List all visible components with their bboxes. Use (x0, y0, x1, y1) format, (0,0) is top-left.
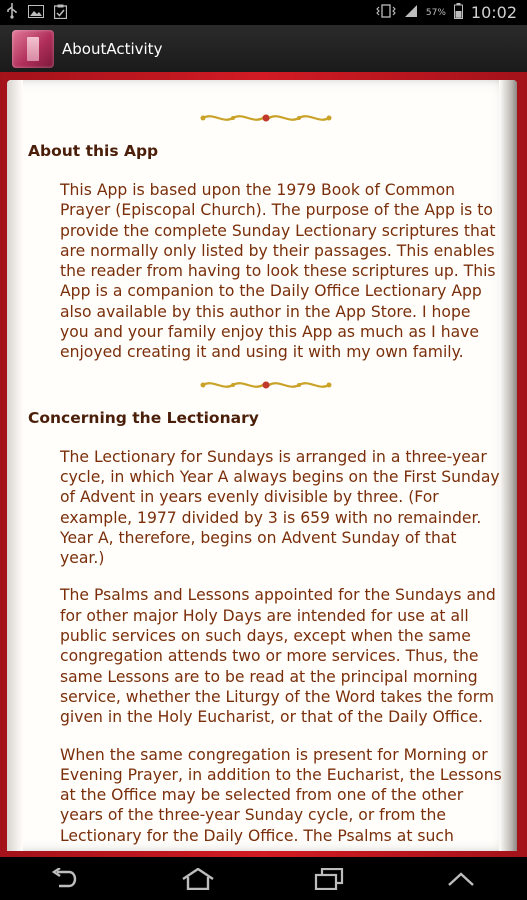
usb-icon (6, 3, 18, 22)
back-button[interactable] (36, 857, 96, 900)
battery-percent: 57% (425, 7, 446, 18)
paragraph-lectionary-3: When the same congregation is present for Morning or Evening Prayer, in addition to the Eucharist, the Lessons at the Office may be selected from one of the other years of the three-year Sunday cycle, or from the Lectionary for the Daily Office. The Psalms at such (60, 745, 502, 845)
action-bar (0, 25, 527, 72)
clock: 10:02 (470, 3, 517, 22)
activity-title: AboutActivity (62, 39, 163, 58)
paragraph-about: This App is based upon the 1979 Book of Common Prayer (Episcopal Church). The purpose of the App is to provide the complete Sunday Lectionary scriptures that are normally only listed by their passages. This enables the reader from having to look these scriptures up. This App is a companion to the Daily Office Lectionary App also available by this author in the App Store. I hope you and your family enjoy this App as much as I have enjoyed creating it and using it with my own family. (60, 181, 496, 362)
section-heading-lectionary: Concerning the Lectionary (28, 408, 259, 427)
image-icon (28, 5, 44, 21)
section-heading-about: About this App (28, 142, 159, 160)
bible-icon[interactable] (12, 30, 54, 68)
recents-icon (314, 868, 344, 890)
status-bar (0, 0, 527, 25)
paragraph-lectionary-2: The Psalms and Lessons appointed for the Sundays and for other major Holy Days are intended for use at all public services on such days, except when the same congregation attends two or more services. Thus, the same Lessons are to be read at the principal morning service, whether the Liturgy of the Word takes the form given in the Holy Eucharist, or that of the Daily Office. (60, 586, 496, 727)
paragraph-lectionary-1: The Lectionary for Sundays is arranged in a three-year cycle, in which Year A always begins on the First Sunday of Advent in years evenly divisible by three. (For example, 1977 divided by 3 is 659 with no remainder. Year A, therefore, begins on Advent Sunday of that year.) (60, 447, 500, 568)
page-content (28, 110, 503, 846)
signal-icon (404, 4, 418, 21)
home-button[interactable] (168, 857, 228, 900)
menu-up-button[interactable] (431, 857, 491, 900)
battery-icon (454, 3, 463, 22)
menu-up-icon (447, 871, 475, 887)
clipboard-icon (54, 4, 67, 22)
vibrate-icon (376, 4, 396, 21)
back-icon (51, 868, 81, 890)
home-icon (181, 868, 215, 890)
status-left (6, 3, 67, 22)
ornament-divider-icon (199, 377, 333, 393)
navigation-bar (0, 857, 527, 900)
recents-button[interactable] (299, 857, 359, 900)
ornament-divider-icon (199, 110, 333, 126)
page-edge-left (7, 80, 23, 851)
status-right (376, 3, 517, 22)
book-page[interactable] (7, 80, 517, 851)
